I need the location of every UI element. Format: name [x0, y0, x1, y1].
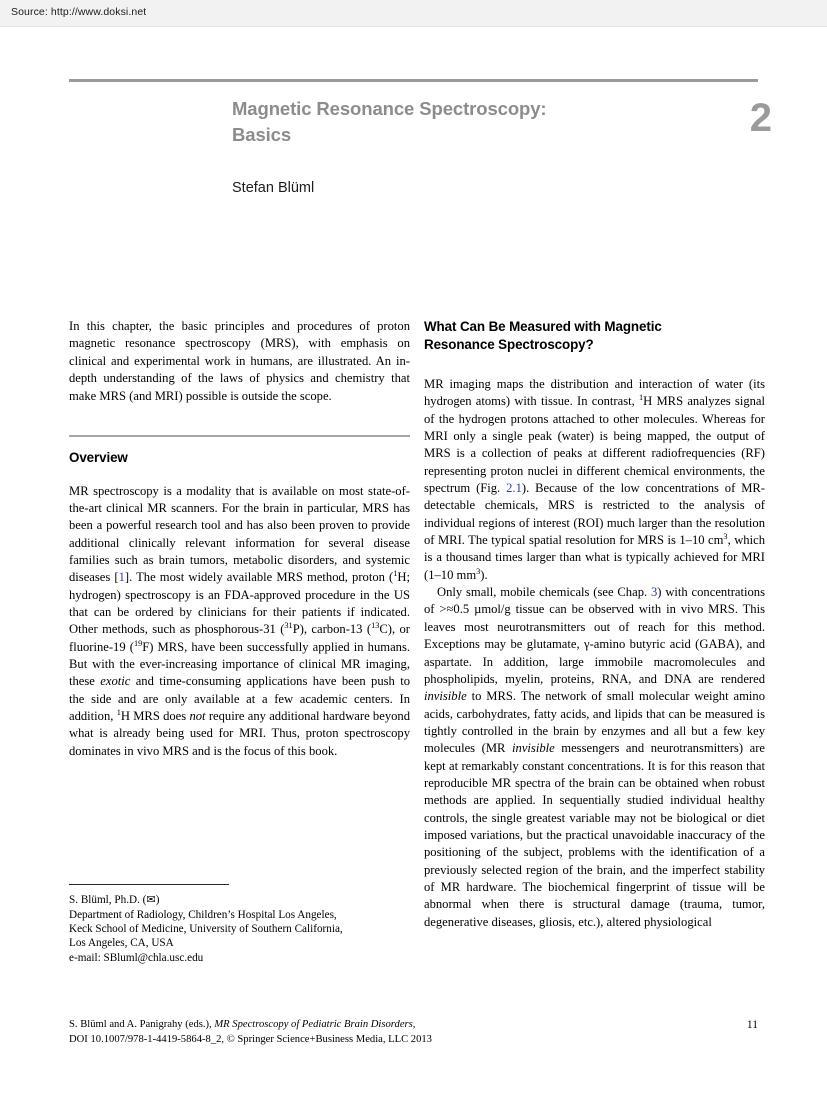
footnote-line-department: Department of Radiology, Children’s Hospital Los Angeles,	[69, 908, 337, 921]
overview-text-c: H; hydrogen) spectroscopy is an FDA-approved procedure in the US that can be ordered by clinicians for their patients if indicated. Other methods, such as phosphorous-31 (	[69, 570, 410, 637]
italic-not: not	[189, 709, 206, 724]
page-number: 11	[746, 1019, 758, 1031]
overview-text-d: P), carbon-13 (	[292, 622, 372, 637]
right-text-d: , which is a thousand times larger than what is typically achieved for MRI (1–10 mm	[424, 533, 765, 582]
right-text-b: H MRS analyzes signal of the hydrogen protons attached to other molecules. Whereas for MRI only a single peak (water) is being mapped, the output of MRS is a collection of peaks at different radiofrequencies (RF) representing proton nuclei in different chemical environments, the spectrum (Fig.	[424, 394, 765, 496]
footnote-line-school: Keck School of Medicine, University of Southern California,	[69, 922, 343, 935]
chapter-header-rule	[69, 79, 758, 82]
chapter-title-line1: Magnetic Resonance Spectroscopy:	[232, 98, 547, 119]
right-text-e: ).	[480, 567, 488, 582]
overview-section-head	[69, 435, 410, 467]
chapter-title	[232, 96, 662, 148]
chapter-title-line2: Basics	[232, 124, 292, 145]
overview-heading: Overview	[69, 449, 128, 465]
chapter-author: Stefan Blüml	[232, 180, 315, 196]
footnote-line-name: S. Blüml, Ph.D. (✉)	[69, 894, 160, 907]
footnote-line-email[interactable]: e-mail: SBluml@chla.usc.edu	[69, 951, 204, 964]
chapter-link-3[interactable]: 3	[650, 585, 658, 600]
footer-citation-line1	[69, 1018, 689, 1033]
footer-book-title: MR Spectroscopy of Pediatric Brain Disorders	[214, 1019, 413, 1030]
measured-heading-line1: What Can Be Measured with Magnetic	[424, 319, 662, 334]
abstract-paragraph: In this chapter, the basic principles and procedures of proton magnetic resonance spectroscopy (MRS), with emphasis on clinical and experimental work in humans, are illustrated. An in-depth understanding of the laws of physics and chemistry that make MRS (and MRI) possible is outside the scope.	[69, 319, 410, 403]
overview-text-g: and time-consuming applications have been push to the side and are only available at a few academic centers. In addition,	[69, 674, 411, 724]
page-footer	[69, 1018, 758, 1047]
overview-text-b: ]. The most widely available MRS method, proton (	[124, 570, 394, 585]
overview-rule	[69, 435, 410, 437]
overview-paragraph	[69, 483, 410, 761]
right-column	[424, 318, 765, 931]
superscript-19: 19	[133, 638, 143, 648]
right-text-c: ). Because of the low concentrations of MR-detectable chemicals, MRS is restricted to the analysis of individual regions of interest (ROI) much larger than the resolution of MRI. The typical spatial resolution for MRS is 1–10 cm	[424, 481, 765, 548]
source-banner-text: Source: http://www.doksi.net	[11, 6, 147, 18]
measured-heading-line2: Resonance Spectroscopy?	[424, 337, 594, 352]
italic-exotic: exotic	[100, 674, 131, 689]
right2-text-c: to MRS. The network of small molecular weight amino acids, carbohydrates, fatty acids, and lipids that can be measured is tightly controlled in the brain by enzymes and all but a few key molecules (MR	[424, 689, 765, 756]
italic-invisible-2: invisible	[512, 741, 555, 756]
reference-link-1[interactable]: 1	[118, 570, 125, 585]
measured-paragraph-2	[424, 584, 765, 931]
superscript-h1-b: 1	[116, 707, 121, 717]
right2-text-b: ) with concentrations of >≈0.5 µmol/g tissue can be observed with in vivo MRS. This leaves most neurotransmitters out of reach for this method. Exceptions may be glutamate, γ-amino butyric acid (GABA), and aspartate. In addition, large immobile macromolecules and phospholipids, myelin, proteins, RNA, and DNA are rendered	[424, 585, 765, 686]
superscript-h1-right: 1	[639, 393, 644, 403]
right-text-a: MR imaging maps the distribution and interaction of water (its hydrogen atoms) with tissue. In contrast,	[424, 377, 765, 409]
left-column	[69, 318, 410, 760]
footnote-line-city: Los Angeles, CA, USA	[69, 937, 174, 950]
footer-citation-line2: DOI 10.1007/978-1-4419-5864-8_2, © Springer Science+Business Media, LLC 2013	[69, 1033, 432, 1045]
superscript-mm3: 3	[476, 566, 481, 576]
footer-cite-b: ,	[412, 1019, 416, 1030]
overview-text-a: MR spectroscopy is a modality that is available on most state-of-the-art clinical MR scanners. For the brain in particular, MRS has been a powerful research tool and has also been proven to provide additional clinically relevant information for several disease families such as brain tumors, metabolic disorders, and systemic diseases [	[69, 483, 410, 585]
figure-link-2-1[interactable]: 2.1	[506, 481, 522, 496]
measured-paragraph-1	[424, 376, 765, 584]
overview-text-f: F) MRS, have been successfully applied in humans. But with the ever-increasing importance of clinical MR imaging, these	[69, 639, 411, 689]
footnote-rule	[69, 884, 229, 885]
italic-invisible-1: invisible	[424, 689, 467, 704]
superscript-h1: 1	[393, 569, 398, 579]
chapter-number: 2	[749, 96, 772, 140]
right2-text-d: messengers and neurotransmitters) are kept at remarkably constant concentrations. It is for this reason that reproducible MR spectra of the brain can be obtained when robust methods are applied. In sequentially studied individual healthy controls, the single greatest variable may not be biological or diet imposed variations, but the practical unavoidable inaccuracy of the positioning of the subject, problems with the identification of a previously selected region of the brain, and the imperfect stability of MR hardware. The biochemical fingerprint of tissue will be abnormal when there is structural damage (trauma, tumor, degenerative diseases, gliosis, etc.), altered physiological	[424, 741, 765, 929]
superscript-31: 31	[284, 621, 293, 631]
overview-text-e: C), or fluorine-19 (	[69, 622, 411, 654]
overview-text-h: H MRS does	[120, 709, 190, 724]
footer-cite-a: S. Blüml and A. Panigrahy (eds.),	[69, 1019, 215, 1030]
measured-section-heading	[424, 318, 765, 354]
superscript-13: 13	[371, 621, 380, 631]
overview-text-i: require any additional hardware beyond what is already being used for MRI. Thus, proton spectroscopy dominates in vivo MRS and is the focus of this book.	[69, 709, 411, 758]
superscript-cm3: 3	[723, 531, 728, 541]
author-footnote	[69, 884, 399, 965]
right2-text-a: Only small, mobile chemicals (see Chap.	[437, 585, 651, 600]
